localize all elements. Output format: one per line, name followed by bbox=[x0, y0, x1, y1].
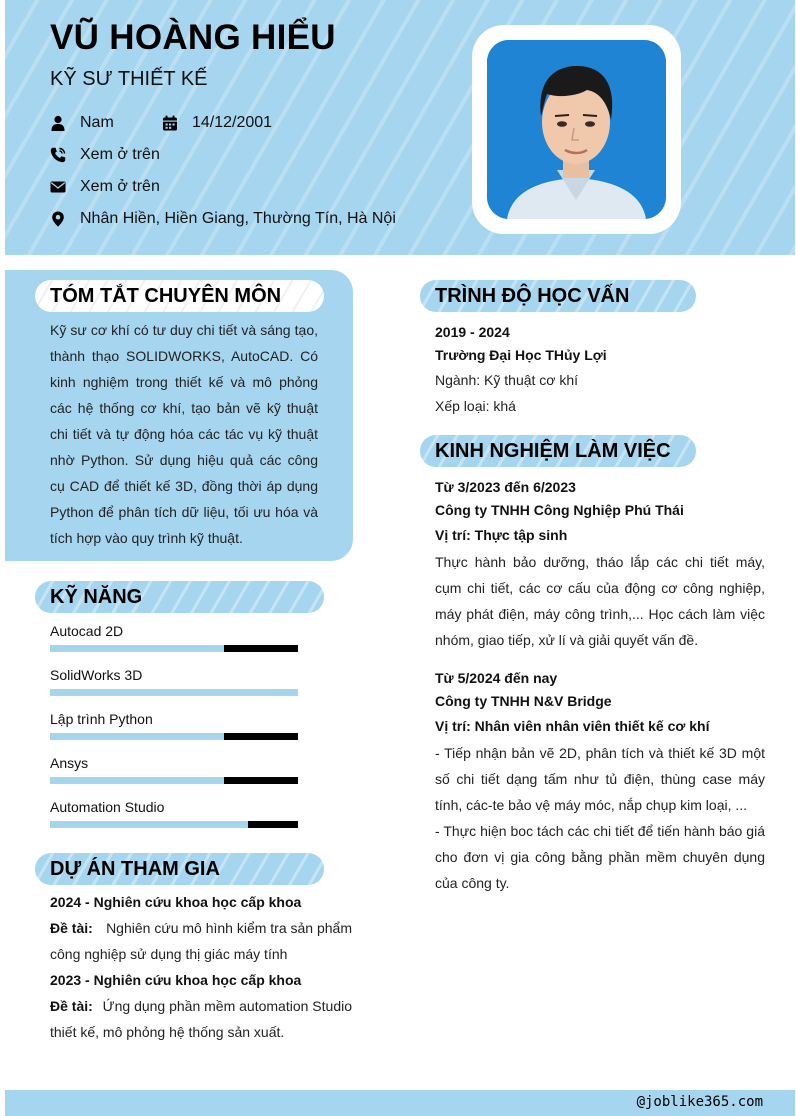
skill-name: Ansys bbox=[50, 755, 89, 771]
project-topic-text: công nghiệp sử dụng thị giác máy tính bbox=[50, 946, 288, 962]
email-row bbox=[50, 178, 160, 196]
experience-position: Vị trí: Thực tập sinh bbox=[435, 527, 568, 543]
skill-bar-fill bbox=[50, 689, 298, 696]
skill-name: SolidWorks 3D bbox=[50, 667, 143, 683]
skill-name: Automation Studio bbox=[50, 799, 165, 815]
skill-name: Lập trình Python bbox=[50, 711, 153, 727]
phone-icon bbox=[50, 147, 66, 163]
birthday-row bbox=[162, 114, 272, 132]
experience-position: Vị trí: Nhân viên nhân viên thiết kế cơ khí bbox=[435, 718, 710, 734]
location-pin-icon bbox=[50, 211, 66, 227]
project-topic-line bbox=[50, 920, 352, 936]
calendar-icon bbox=[162, 115, 178, 131]
summary-heading: TÓM TẮT CHUYÊN MÔN bbox=[35, 280, 324, 312]
email-value: Xem ở trên bbox=[80, 178, 160, 195]
skill-bar bbox=[50, 821, 298, 828]
project-topic-label: Đề tài: bbox=[50, 998, 93, 1014]
education-heading: TRÌNH ĐỘ HỌC VẤN bbox=[420, 280, 696, 312]
candidate-name: VŨ HOÀNG HIỂU bbox=[50, 18, 336, 57]
education-years: 2019 - 2024 bbox=[435, 324, 510, 340]
project-title: 2023 - Nghiên cứu khoa học cấp khoa bbox=[50, 972, 302, 988]
skill-bar-fill bbox=[50, 821, 248, 828]
birthday-value: 14/12/2001 bbox=[192, 114, 273, 131]
skill-bar-fill bbox=[50, 733, 224, 740]
experience-bullet: - Tiếp nhận bản vẽ 2D, phân tích và thiết kế 3D một số chi tiết dạng tấm như tủ điện, thùng case máy tính, các-te bảo vệ máy móc, nắp chụp kim loại, ... bbox=[435, 745, 765, 813]
project-topic-text: Ứng dụng phần mềm automation Studio bbox=[102, 998, 352, 1014]
skills-heading: KỸ NĂNG bbox=[35, 581, 324, 613]
skill-name: Autocad 2D bbox=[50, 623, 124, 639]
experience-company: Công ty TNHH Công Nghiệp Phú Thái bbox=[435, 502, 684, 518]
project-topic-line bbox=[50, 998, 352, 1014]
profile-photo bbox=[487, 40, 666, 219]
education-major: Ngành: Kỹ thuật cơ khí bbox=[435, 372, 579, 388]
projects-heading: DỰ ÁN THAM GIA bbox=[35, 853, 324, 885]
experience-company: Công ty TNHH N&V Bridge bbox=[435, 693, 612, 709]
education-grade: Xếp loại: khá bbox=[435, 398, 516, 414]
experience-period: Từ 5/2024 đến nay bbox=[435, 670, 558, 686]
skill-bar bbox=[50, 777, 298, 784]
phone-value: Xem ở trên bbox=[80, 146, 160, 163]
experience-heading: KINH NGHIỆM LÀM VIỆC bbox=[420, 435, 696, 467]
job-title: KỸ SƯ THIẾT KẾ bbox=[50, 68, 208, 90]
gender-row bbox=[50, 114, 114, 132]
gender-value: Nam bbox=[80, 114, 114, 131]
project-topic-text: Nghiên cứu mô hình kiểm tra sản phẩm bbox=[106, 920, 352, 936]
experience-description: Thực hành bảo dưỡng, tháo lắp các chi tiết máy, cụm chi tiết, các cơ cấu của động cơ công nghiệp, máy phát điện, máy công trình,... Học cách làm việc nhóm, giao tiếp, xử lí và giải quyết vấn đề. bbox=[435, 554, 765, 648]
experience-bullet: - Thực hiện boc tách các chi tiết để tiến hành báo giá cho đơn vị gia công bằng phần mềm chuyên dụng của công ty. bbox=[435, 823, 765, 891]
project-title: 2024 - Nghiên cứu khoa học cấp khoa bbox=[50, 894, 302, 910]
skill-bar bbox=[50, 689, 298, 696]
footer-watermark: @joblike365.com bbox=[636, 1094, 763, 1110]
profile-photo-frame bbox=[472, 25, 681, 234]
address-row bbox=[50, 210, 396, 228]
skill-bar-fill bbox=[50, 777, 224, 784]
address-value: Nhân Hiền, Hiền Giang, Thường Tín, Hà Nội bbox=[80, 210, 396, 227]
experience-period: Từ 3/2023 đến 6/2023 bbox=[435, 479, 576, 495]
footer-bar bbox=[5, 1090, 795, 1116]
project-topic-label: Đề tài: bbox=[50, 920, 93, 936]
user-icon bbox=[50, 115, 66, 131]
education-school: Trường Đại Học THủy Lợi bbox=[435, 347, 607, 363]
summary-text: Kỹ sư cơ khí có tư duy chi tiết và sáng tạo, thành thạo SOLIDWORKS, AutoCAD. Có kinh nghiệm trong thiết kế và mô phỏng các hệ thống cơ khí, tạo bản vẽ kỹ thuật chi tiết và tự động hóa các tác vụ kỹ thuật nhờ Python. Sử dụng hiệu quả các công cụ CAD để thiết kế 3D, đồng thời áp dụng Python để phân tích dữ liệu, tối ưu hóa và tích hợp vào quy trình kỹ thuật. bbox=[50, 322, 318, 546]
skill-bar bbox=[50, 645, 298, 652]
envelope-icon bbox=[50, 179, 66, 195]
project-topic-text: thiết kế, mô phỏng hệ thống sản xuất. bbox=[50, 1024, 285, 1040]
skill-bar bbox=[50, 733, 298, 740]
skill-bar-fill bbox=[50, 645, 224, 652]
phone-row bbox=[50, 146, 160, 164]
